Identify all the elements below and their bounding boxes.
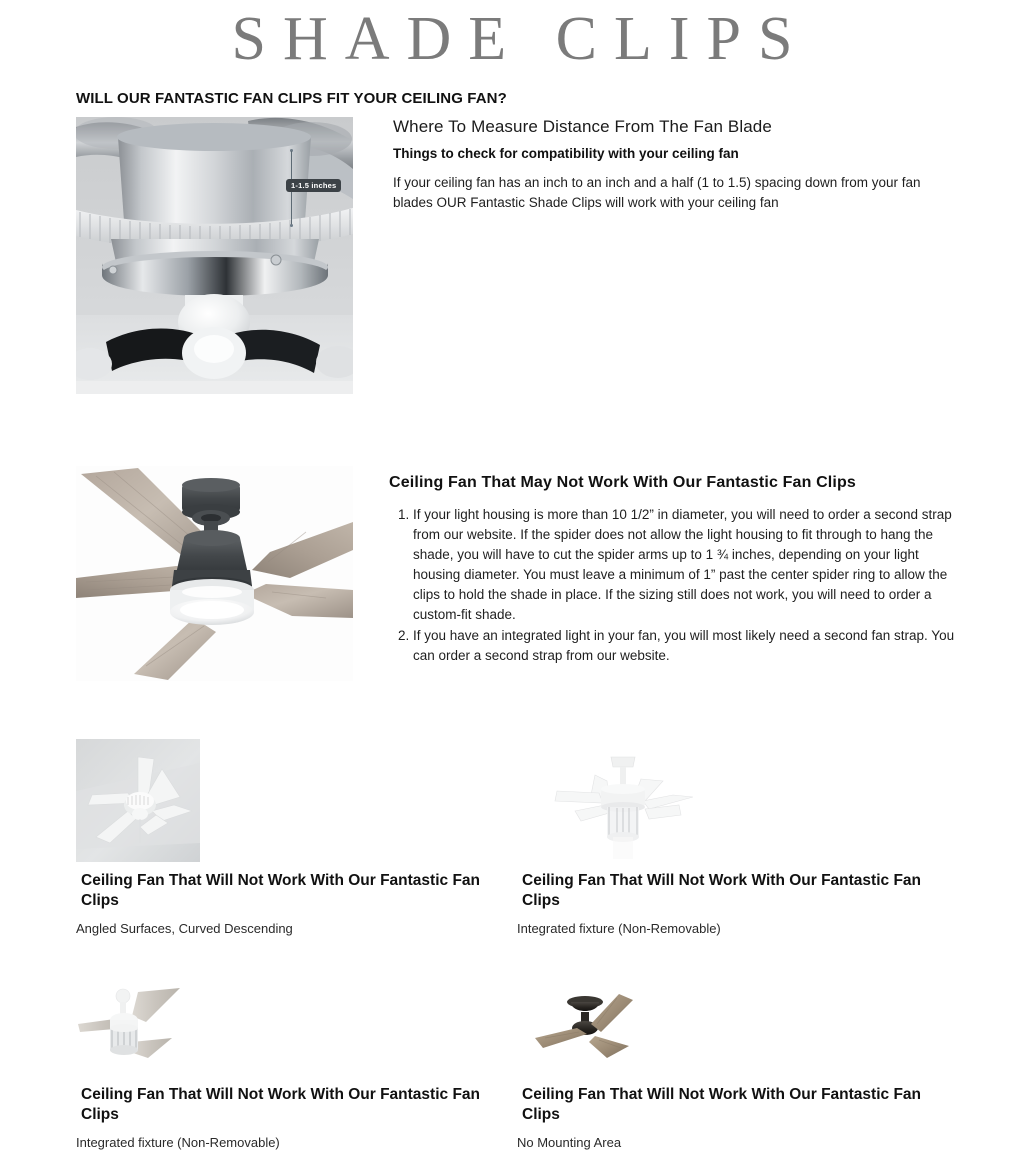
section-one-body-text: If your ceiling fan has an inch to an inch and a half (1 to 1.5) spacing down from your fan blades OUR Fantastic Shade Clips will work with your ceiling fan	[393, 175, 921, 210]
measure-anchor-dot-bottom	[290, 224, 293, 227]
section-two-text-column	[353, 466, 968, 667]
dark-hugger-wood-blade-fan-photo	[533, 966, 657, 1076]
section-one-media-column	[76, 117, 353, 394]
grid-item-caption: Angled Surfaces, Curved Descending	[76, 921, 293, 936]
section-two-notes-list	[389, 505, 968, 666]
section-one-media-row	[76, 117, 968, 394]
grid-item-title: Ceiling Fan That Will Not Work With Our Fantastic Fan Clips	[81, 1086, 480, 1123]
section-two-media-row	[76, 466, 968, 681]
grid-item-caption: Integrated fixture (Non-Removable)	[517, 921, 721, 936]
section-one-heading: Where To Measure Distance From The Fan Blade	[393, 117, 772, 136]
section-one-text-column	[353, 117, 968, 213]
grid-item-caption: Integrated fixture (Non-Removable)	[76, 1135, 280, 1150]
five-blade-fan-illustration	[76, 466, 353, 681]
section-two-media-column	[76, 466, 353, 681]
fan-motor-housing-illustration	[76, 117, 353, 394]
dark-hugger-fan-illustration	[533, 966, 657, 1076]
white-six-blade-caged-light-fan-photo	[533, 739, 713, 862]
measurement-badge: 1-1.5 inches	[286, 179, 341, 192]
white-three-blade-fan-illustration	[76, 966, 200, 1076]
content-column	[0, 90, 1024, 1152]
white-caged-light-fan-illustration	[533, 739, 713, 862]
grid-item-4	[517, 966, 958, 1152]
incompatible-fans-grid	[76, 739, 968, 1152]
white-five-blade-fan-illustration	[76, 739, 200, 862]
section-one-subheading: Things to check for compatibility with your ceiling fan	[393, 146, 739, 161]
grid-item-caption: No Mounting Area	[517, 1135, 622, 1150]
five-blade-weathered-wood-fan-photo	[76, 466, 353, 681]
grid-item-title: Ceiling Fan That Will Not Work With Our Fantastic Fan Clips	[81, 872, 480, 909]
masthead	[0, 0, 1024, 78]
section-two-heading: Ceiling Fan That May Not Work With Our Fantastic Fan Clips	[389, 474, 856, 491]
fan-motor-housing-closeup-photo	[76, 117, 353, 394]
grid-item-2	[517, 739, 958, 938]
list-item: 2. If you have an integrated light in your fan, you will most likely need a second fan strap. You can order a second strap from our website.	[413, 626, 968, 666]
grid-item-3	[76, 966, 517, 1152]
grid-item-1	[76, 739, 517, 938]
white-three-blade-cage-fixture-fan-photo	[76, 966, 200, 1076]
grid-item-title: Ceiling Fan That Will Not Work With Our Fantastic Fan Clips	[522, 1086, 921, 1123]
section-one-question-heading: WILL OUR FANTASTIC FAN CLIPS FIT YOUR CEILING FAN?	[76, 90, 507, 107]
white-five-blade-fan-on-ceiling-photo	[76, 739, 200, 862]
page-title: SHADE CLIPS	[231, 5, 810, 73]
grid-item-title: Ceiling Fan That Will Not Work With Our Fantastic Fan Clips	[522, 872, 921, 909]
list-item: 1. If your light housing is more than 10 1/2” in diameter, you will need to order a second strap from our website. If the spider does not allow the light housing to fit through to hang the shade, you will have to cut the spider arms up to 1 ¾ inches, depending on your light housing diameter. You must leave a minimum of 1” past the center spider ring to allow the clips to hold the shade in place. If the sizing still does not work, you will need to order a custom-fit shade.	[413, 505, 968, 625]
